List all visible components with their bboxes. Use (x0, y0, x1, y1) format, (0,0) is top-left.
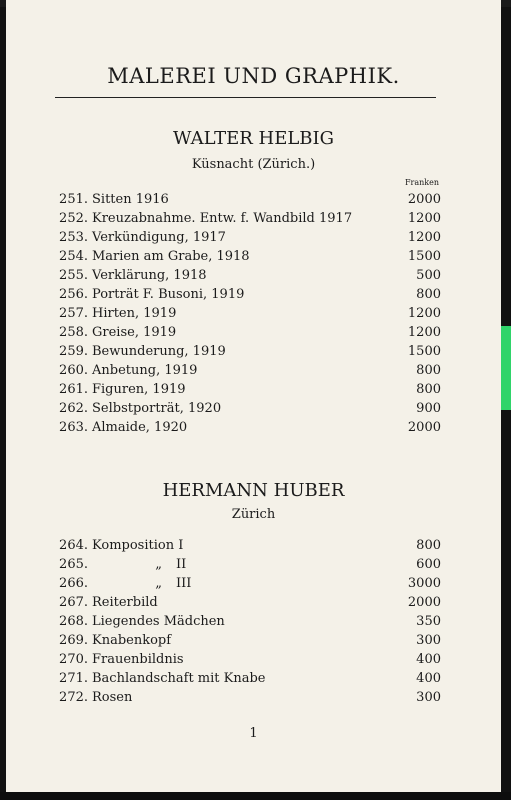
work-price: 1500 (407, 249, 441, 264)
work-price: 300 (416, 690, 441, 705)
work-number: 262. (59, 401, 88, 416)
work-price: 1200 (407, 306, 441, 321)
scan-bottom-edge (0, 792, 511, 800)
catalog-page (6, 0, 501, 792)
list-item (6, 418, 501, 437)
work-title: Bachlandschaft mit Knabe (92, 671, 266, 686)
artist-place-huber: Zürich (231, 507, 276, 522)
list-item (6, 228, 501, 247)
work-title: Verkündigung, 1917 (92, 230, 226, 245)
work-number: 255. (59, 268, 88, 283)
roman-numeral: III (176, 576, 192, 591)
work-number: 267. (59, 595, 88, 610)
work-price: 1200 (407, 211, 441, 226)
list-item (6, 304, 501, 323)
list-item (6, 323, 501, 342)
list-item (6, 380, 501, 399)
artist-name-huber: HERMANN HUBER (162, 480, 345, 501)
work-title (92, 574, 191, 593)
work-title: Selbstporträt, 1920 (92, 401, 222, 416)
list-item (6, 342, 501, 361)
work-price: 800 (416, 287, 441, 302)
work-price: 350 (416, 614, 441, 629)
list-item (6, 574, 501, 593)
work-price: 2000 (407, 192, 441, 207)
work-title: Verklärung, 1918 (92, 268, 207, 283)
currency-label: Franken (404, 178, 439, 187)
work-number: 272. (59, 690, 88, 705)
work-price: 500 (416, 268, 441, 283)
list-item (6, 650, 501, 669)
work-title: Komposition I (92, 538, 184, 553)
work-number: 263. (59, 420, 88, 435)
work-price: 2000 (407, 420, 441, 435)
work-number: 257. (59, 306, 88, 321)
list-item (6, 593, 501, 612)
work-price: 600 (416, 557, 441, 572)
work-price: 3000 (407, 576, 441, 591)
work-title: Reiterbild (92, 595, 158, 610)
work-number: 260. (59, 363, 88, 378)
work-number: 252. (59, 211, 88, 226)
page-number: 1 (249, 726, 258, 741)
work-number: 259. (59, 344, 88, 359)
work-price: 900 (416, 401, 441, 416)
work-number: 258. (59, 325, 88, 340)
list-item (6, 612, 501, 631)
ditto-mark: „ (155, 557, 162, 572)
work-price: 400 (416, 652, 441, 667)
work-number: 253. (59, 230, 88, 245)
title-rule (55, 97, 436, 98)
work-price: 1500 (407, 344, 441, 359)
work-price: 1200 (407, 230, 441, 245)
work-title: Rosen (92, 690, 133, 705)
list-item (6, 536, 501, 555)
list-item (6, 285, 501, 304)
work-title: Knabenkopf (92, 633, 172, 648)
work-title: Kreuzabnahme. Entw. f. Wandbild 1917 (92, 211, 353, 226)
page-title: MALEREI UND GRAPHIK. (107, 64, 400, 88)
work-title (92, 555, 186, 574)
work-price: 800 (416, 382, 441, 397)
work-number: 266. (59, 576, 88, 591)
work-title: Liegendes Mädchen (92, 614, 225, 629)
list-item (6, 190, 501, 209)
work-title: Frauenbildnis (92, 652, 184, 667)
list-item (6, 669, 501, 688)
work-title: Porträt F. Busoni, 1919 (92, 287, 245, 302)
work-title: Sitten 1916 (92, 192, 169, 207)
artist-name-helbig: WALTER HELBIG (172, 128, 334, 149)
work-number: 264. (59, 538, 88, 553)
list-item (6, 688, 501, 707)
work-title: Anbetung, 1919 (92, 363, 198, 378)
work-price: 800 (416, 363, 441, 378)
list-item (6, 555, 501, 574)
work-number: 251. (59, 192, 88, 207)
work-number: 268. (59, 614, 88, 629)
list-item (6, 247, 501, 266)
work-title: Bewunderung, 1919 (92, 344, 226, 359)
work-title: Marien am Grabe, 1918 (92, 249, 250, 264)
work-number: 254. (59, 249, 88, 264)
work-title: Figuren, 1919 (92, 382, 186, 397)
work-number: 271. (59, 671, 88, 686)
work-number: 270. (59, 652, 88, 667)
work-title: Almaide, 1920 (92, 420, 188, 435)
work-title: Hirten, 1919 (92, 306, 177, 321)
list-item (6, 361, 501, 380)
artist-place-helbig: Küsnacht (Zürich.) (191, 157, 316, 172)
work-number: 265. (59, 557, 88, 572)
work-number: 269. (59, 633, 88, 648)
work-title: Greise, 1919 (92, 325, 177, 340)
work-number: 261. (59, 382, 88, 397)
ditto-mark: „ (155, 576, 162, 591)
work-number: 256. (59, 287, 88, 302)
work-price: 300 (416, 633, 441, 648)
list-item (6, 266, 501, 285)
roman-numeral: II (176, 557, 187, 572)
list-item (6, 631, 501, 650)
list-item (6, 209, 501, 228)
work-price: 400 (416, 671, 441, 686)
list-item (6, 399, 501, 418)
work-price: 1200 (407, 325, 441, 340)
work-price: 800 (416, 538, 441, 553)
work-price: 2000 (407, 595, 441, 610)
